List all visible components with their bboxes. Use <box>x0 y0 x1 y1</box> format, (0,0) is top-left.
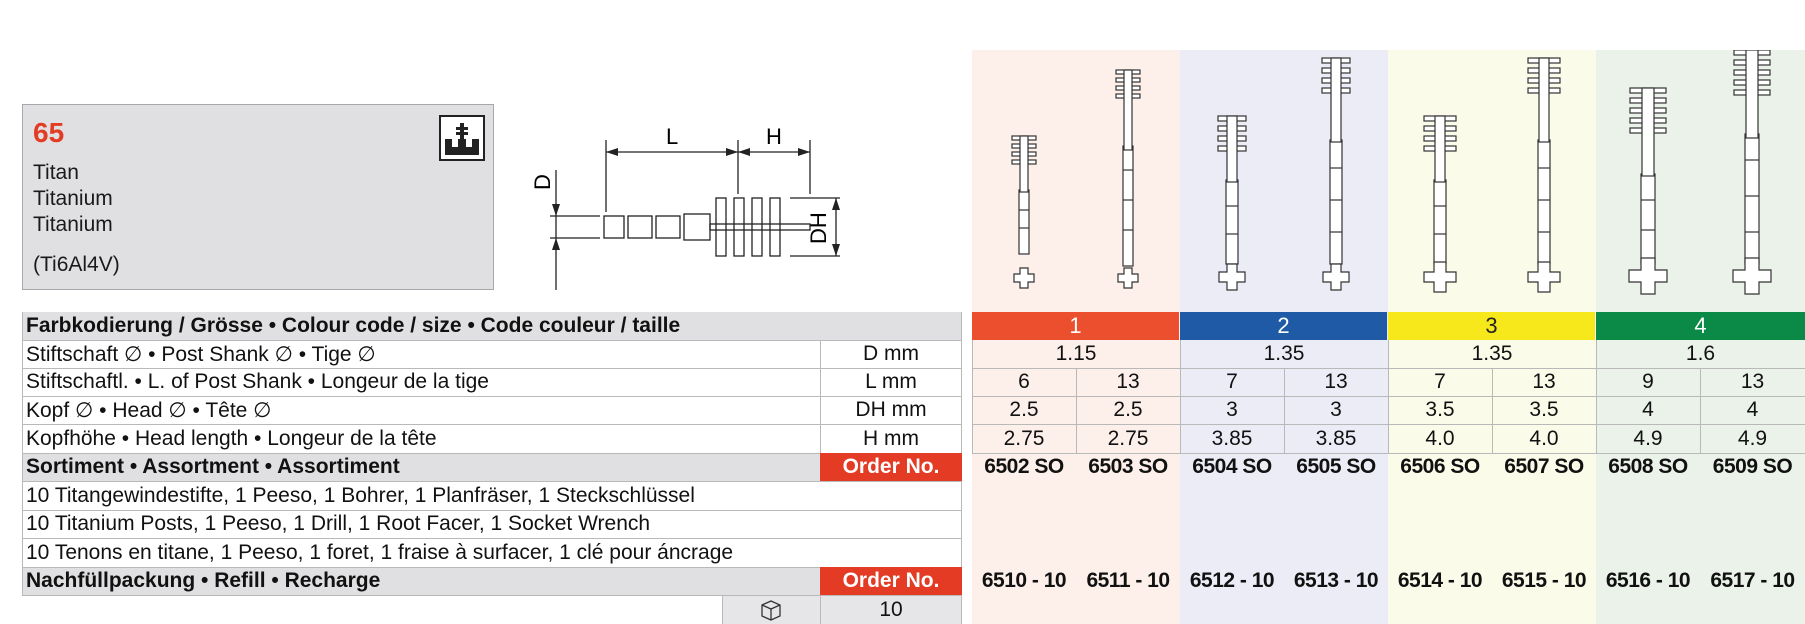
post-6508 <box>1630 88 1666 264</box>
cross-section-8 <box>1733 258 1771 294</box>
refill-order-label: Order No. <box>820 567 962 595</box>
head-value: 3 <box>1226 398 1238 421</box>
assortment-order-number: 6508 SO <box>1608 455 1688 478</box>
assortment-order-number: 6504 SO <box>1192 455 1272 478</box>
contents-en: 10 Titanium Posts, 1 Peeso, 1 Drill, 1 Root Facer, 1 Socket Wrench <box>26 512 651 535</box>
refill-order-number: 6517 - 10 <box>1710 569 1795 592</box>
post-icon <box>439 115 485 161</box>
size-4-bar: 4 <box>1596 312 1805 340</box>
length-value: 13 <box>1532 370 1556 393</box>
contents-de: 10 Titangewindestifte, 1 Peeso, 1 Bohrer, 1 Planfräser, 1 Steckschlüssel <box>26 483 695 507</box>
contents-fr: 10 Tenons en titane, 1 Peeso, 1 foret, 1 fraise à surfacer, 1 clé pour áncrage <box>26 540 734 564</box>
spec-table-right <box>972 340 1805 624</box>
post-6509 <box>1734 50 1770 264</box>
length-label: Stiftschaftl. • L. of Post Shank • Longeur de la tige <box>26 370 489 393</box>
colour-code-label: Farbkodierung / Grösse • Colour code / size • Code couleur / taille <box>26 314 681 337</box>
cross-section-4 <box>1323 264 1349 290</box>
head-length-value: 3.85 <box>1315 426 1357 450</box>
post-illustrations <box>972 50 1805 300</box>
head-length-value: 4.9 <box>1633 426 1663 450</box>
diagram-label-h: H <box>766 124 782 149</box>
head-length-value: 4.9 <box>1737 426 1768 450</box>
shank-label: Stiftschaft ∅ • Post Shank ∅ • Tige ∅ <box>26 342 376 366</box>
head-label: Kopf ∅ • Head ∅ • Tête ∅ <box>26 398 272 422</box>
head-value: 2.5 <box>1113 398 1143 421</box>
head-length-unit: H mm <box>863 426 919 450</box>
length-unit: L mm <box>865 370 917 393</box>
refill-order-number: 6513 - 10 <box>1293 569 1379 592</box>
length-value: 7 <box>1226 370 1238 393</box>
head-value: 4 <box>1746 398 1759 421</box>
assortment-order-number: 6506 SO <box>1400 455 1480 478</box>
shank-value-4: 1.6 <box>1685 342 1716 365</box>
alloy: (Ti6Al4V) <box>33 253 120 276</box>
refill-order-number: 6516 - 10 <box>1605 569 1691 592</box>
material-en: Titanium <box>33 187 113 210</box>
assortment-order-number: 6502 SO <box>984 455 1064 478</box>
refill-order-number: 6515 - 10 <box>1501 569 1587 592</box>
head-value: 2.5 <box>1009 398 1039 421</box>
post-6506 <box>1424 116 1456 264</box>
refill-label: Nachfüllpackung • Refill • Recharge <box>26 569 381 592</box>
cross-section-7 <box>1629 258 1667 294</box>
length-value: 13 <box>1324 370 1348 393</box>
length-value: 7 <box>1434 370 1446 393</box>
refill-order-number: 6511 - 10 <box>1086 569 1170 592</box>
spec-table-left <box>22 312 962 624</box>
assortment-order-number: 6505 SO <box>1296 455 1376 478</box>
length-value: 6 <box>1018 370 1030 393</box>
post-6505 <box>1322 58 1350 264</box>
head-length-value: 2.75 <box>1003 426 1045 450</box>
head-value: 4 <box>1642 398 1654 421</box>
package-quantity: 10 <box>879 597 903 621</box>
length-value: 9 <box>1642 370 1654 393</box>
shank-value-2: 1.35 <box>1263 342 1305 365</box>
length-value: 13 <box>1740 370 1765 393</box>
post-6507 <box>1528 58 1560 264</box>
post-6504 <box>1218 116 1246 264</box>
assortment-order-number: 6507 SO <box>1504 455 1584 478</box>
assortment-order-number: 6503 SO <box>1088 455 1168 478</box>
cross-section-6 <box>1528 262 1560 292</box>
shank-unit: D mm <box>863 342 919 365</box>
diagram-label-dh: DH <box>806 212 831 244</box>
diagram-label-l: L <box>666 124 679 149</box>
head-length-label: Kopfhöhe • Head length • Longeur de la tête <box>26 426 437 450</box>
cross-section-3 <box>1219 264 1245 290</box>
cross-section-1 <box>1014 268 1034 288</box>
head-value: 3.5 <box>1425 398 1455 421</box>
shank-value-3: 1.35 <box>1471 342 1513 365</box>
head-length-value: 2.75 <box>1107 426 1149 450</box>
size-1-bar: 1 <box>972 312 1179 340</box>
size-3-bar: 3 <box>1388 312 1595 340</box>
material-de: Titan <box>33 161 79 184</box>
length-value: 13 <box>1116 370 1140 393</box>
cross-section-5 <box>1424 262 1456 292</box>
post-dimension-diagram <box>520 120 840 300</box>
diagram-label-d: D <box>530 174 555 190</box>
package-icon <box>722 595 820 624</box>
assortment-order-number: 6509 SO <box>1712 455 1793 478</box>
refill-order-number: 6514 - 10 <box>1397 569 1483 592</box>
head-value: 3.5 <box>1529 398 1559 421</box>
assortment-order-label: Order No. <box>820 453 962 481</box>
post-6503 <box>1116 70 1140 266</box>
post-6502 <box>1012 136 1036 254</box>
refill-order-number: 6512 - 10 <box>1189 569 1275 592</box>
head-length-value: 4.0 <box>1425 426 1455 450</box>
product-info-box <box>22 104 494 290</box>
refill-order-number: 6510 - 10 <box>981 569 1067 592</box>
size-2-bar: 2 <box>1180 312 1387 340</box>
assortment-label: Sortiment • Assortment • Assortiment <box>26 455 400 478</box>
head-value: 3 <box>1330 398 1342 421</box>
head-unit: DH mm <box>855 398 927 421</box>
material-fr: Titanium <box>33 213 113 236</box>
product-number: 65 <box>33 117 65 148</box>
cross-section-2 <box>1118 268 1138 288</box>
head-length-value: 4.0 <box>1529 426 1559 450</box>
shank-value-1: 1.15 <box>1055 342 1097 365</box>
head-length-value: 3.85 <box>1211 426 1253 450</box>
